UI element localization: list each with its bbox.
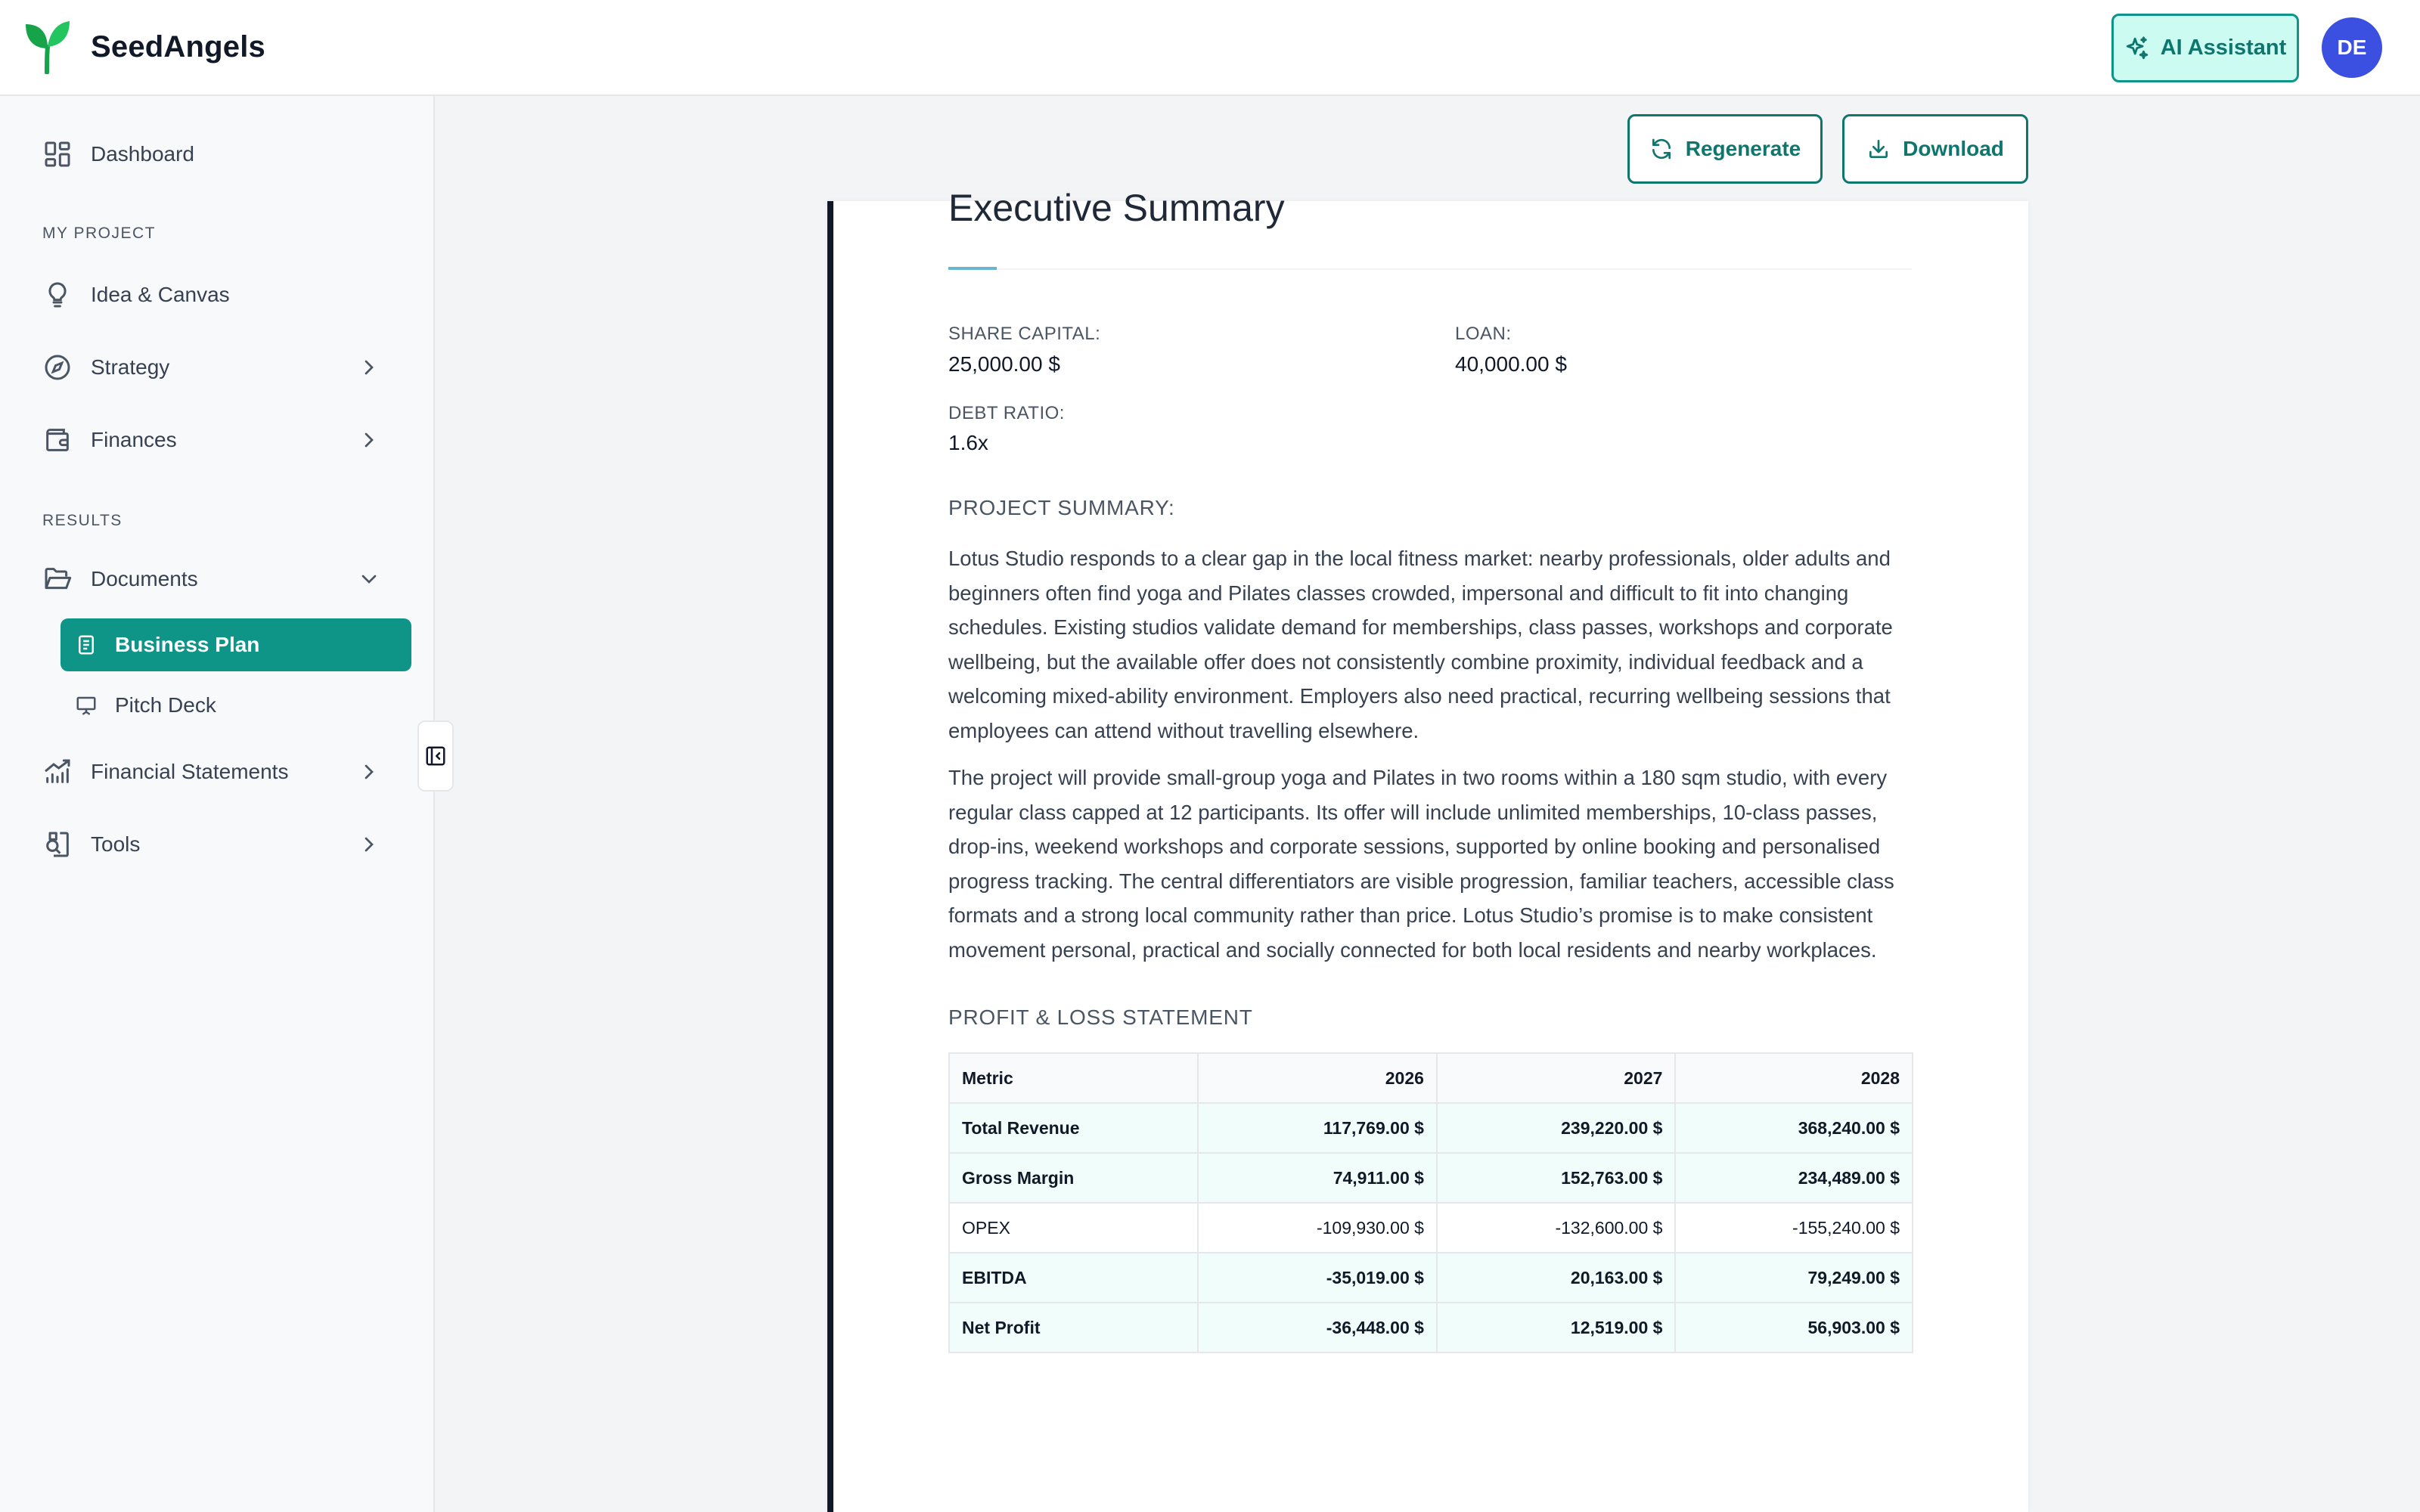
table-row <box>949 1303 1913 1352</box>
table-cell: -36,448.00 $ <box>1198 1303 1437 1352</box>
column-header: 2028 <box>1675 1053 1913 1103</box>
sidebar-item-dashboard[interactable] <box>42 132 390 177</box>
sidebar-item-strategy[interactable] <box>42 345 390 390</box>
share-capital-label: SHARE CAPITAL: <box>948 324 1101 344</box>
debt-ratio-value: 1.6x <box>948 431 988 454</box>
table-cell: 234,489.00 $ <box>1675 1153 1913 1203</box>
table-cell: Total Revenue <box>949 1103 1198 1153</box>
column-header: 2026 <box>1198 1053 1437 1103</box>
sparkles-icon <box>2124 36 2150 61</box>
table-cell: 56,903.00 $ <box>1675 1303 1913 1352</box>
table-cell: -35,019.00 $ <box>1198 1253 1437 1303</box>
table-cell: -155,240.00 $ <box>1675 1203 1913 1253</box>
sidebar-item-label: Dashboard <box>91 142 194 166</box>
download-icon <box>1866 137 1891 161</box>
collapse-sidebar-button[interactable] <box>417 720 454 792</box>
table-cell: EBITDA <box>949 1253 1198 1303</box>
debt-ratio-label: DEBT RATIO: <box>948 403 1065 423</box>
ai-assistant-button[interactable] <box>2111 14 2299 82</box>
table-row <box>949 1203 1913 1253</box>
table-cell: 368,240.00 $ <box>1675 1103 1913 1153</box>
sidebar-item-label: Documents <box>91 567 198 590</box>
sidebar-item-business-plan[interactable] <box>60 618 411 671</box>
lightbulb-icon <box>42 280 73 310</box>
table-cell: -109,930.00 $ <box>1198 1203 1437 1253</box>
app-logo[interactable] <box>24 20 265 74</box>
column-header: Metric <box>949 1053 1198 1103</box>
sidebar <box>0 96 435 1512</box>
compass-icon <box>42 352 73 383</box>
section-label-my-project: MY PROJECT <box>42 225 156 242</box>
table-cell: 117,769.00 $ <box>1198 1103 1437 1153</box>
sidebar-collapse-icon <box>424 745 447 767</box>
title-divider <box>948 268 1912 270</box>
table-cell: Net Profit <box>949 1303 1198 1352</box>
table-cell: Gross Margin <box>949 1153 1198 1203</box>
presentation-icon <box>74 693 98 717</box>
share-capital-value: 25,000.00 $ <box>948 352 1060 376</box>
regenerate-label: Regenerate <box>1685 137 1801 160</box>
column-header: 2027 <box>1437 1053 1676 1103</box>
sidebar-item-pitch-deck[interactable] <box>60 679 411 732</box>
table-row <box>949 1153 1913 1203</box>
pl-heading: PROFIT & LOSS STATEMENT <box>948 1005 1253 1029</box>
section-label-results: RESULTS <box>42 512 123 529</box>
top-bar <box>0 0 2420 96</box>
table-cell: 152,763.00 $ <box>1437 1153 1676 1203</box>
project-summary-heading: PROJECT SUMMARY: <box>948 496 1175 519</box>
download-label: Download <box>1903 137 2004 160</box>
sidebar-item-label: Financial Statements <box>91 760 289 783</box>
sidebar-item-label: Pitch Deck <box>115 693 216 717</box>
table-row <box>949 1253 1913 1303</box>
table-cell: OPEX <box>949 1203 1198 1253</box>
chevron-right-icon <box>357 428 381 452</box>
sidebar-item-financial-statements[interactable] <box>42 749 390 795</box>
sidebar-item-label: Idea & Canvas <box>91 283 230 306</box>
table-cell: 74,911.00 $ <box>1198 1153 1437 1203</box>
loan-value: 40,000.00 $ <box>1455 352 1567 376</box>
sidebar-item-label: Tools <box>91 832 141 856</box>
chevron-down-icon <box>357 567 381 591</box>
regenerate-button[interactable] <box>1627 114 1823 184</box>
sprout-icon <box>24 20 71 74</box>
folder-open-icon <box>42 564 73 594</box>
chart-trend-icon <box>42 757 73 787</box>
document-title: Executive Summary <box>948 187 1285 229</box>
download-button[interactable] <box>1842 114 2028 184</box>
sidebar-item-tools[interactable] <box>42 822 390 867</box>
project-summary-paragraph-1: Lotus Studio responds to a clear gap in the local fitness market: nearby professionals, older adults and beginners often find yoga and Pilates classes crowded, impersonal and difficult to fit into changing schedules. Existing studios validate demand for memberships, class passes, workshops and corporate wellbeing, but the available offer does not consistently combine proximity, individual feedback and a welcoming mixed-ability environment. Employers also need practical, recurring wellbeing sessions that employees can attend without travelling elsewhere. <box>948 547 1893 742</box>
wallet-icon <box>42 425 73 455</box>
table-cell: -132,600.00 $ <box>1437 1203 1676 1253</box>
table-cell: 20,163.00 $ <box>1437 1253 1676 1303</box>
user-avatar[interactable]: DE <box>2322 17 2382 78</box>
table-row <box>949 1103 1913 1153</box>
table-cell: 12,519.00 $ <box>1437 1303 1676 1352</box>
sidebar-item-label: Finances <box>91 428 177 451</box>
document-icon <box>74 633 98 657</box>
sidebar-item-idea-canvas[interactable] <box>42 272 390 318</box>
dashboard-icon <box>42 139 73 169</box>
sidebar-item-finances[interactable] <box>42 417 390 463</box>
sidebar-item-label: Strategy <box>91 355 170 379</box>
loan-label: LOAN: <box>1455 324 1512 344</box>
sidebar-item-label: Business Plan <box>115 633 260 656</box>
pl-table <box>948 1052 1913 1353</box>
ai-assistant-label: AI Assistant <box>2160 36 2287 60</box>
chevron-right-icon <box>357 832 381 857</box>
table-cell: 79,249.00 $ <box>1675 1253 1913 1303</box>
project-summary-paragraph-2: The project will provide small-group yoga and Pilates in two rooms within a 180 sqm studio, with every regular class capped at 12 participants. Its offer will include unlimited memberships, 10-class passes, drop-ins, weekend workshops and corporate sessions, supported by online booking and personalised progress tracking. The central differentiators are visible progression, familiar teachers, accessible class formats and a strong local community rather than price. Lotus Studio’s promise is to make consistent movement personal, practical and socially connected for both local residents and nearby workplaces. <box>948 766 1894 962</box>
sidebar-item-documents[interactable] <box>42 556 390 602</box>
chevron-right-icon <box>357 760 381 784</box>
tools-icon <box>42 829 73 860</box>
table-header-row <box>949 1053 1913 1103</box>
title-accent-bar <box>948 267 997 270</box>
app-name: SeedAngels <box>91 29 265 64</box>
table-cell: 239,220.00 $ <box>1437 1103 1676 1153</box>
refresh-icon <box>1649 137 1674 161</box>
chevron-right-icon <box>357 355 381 380</box>
